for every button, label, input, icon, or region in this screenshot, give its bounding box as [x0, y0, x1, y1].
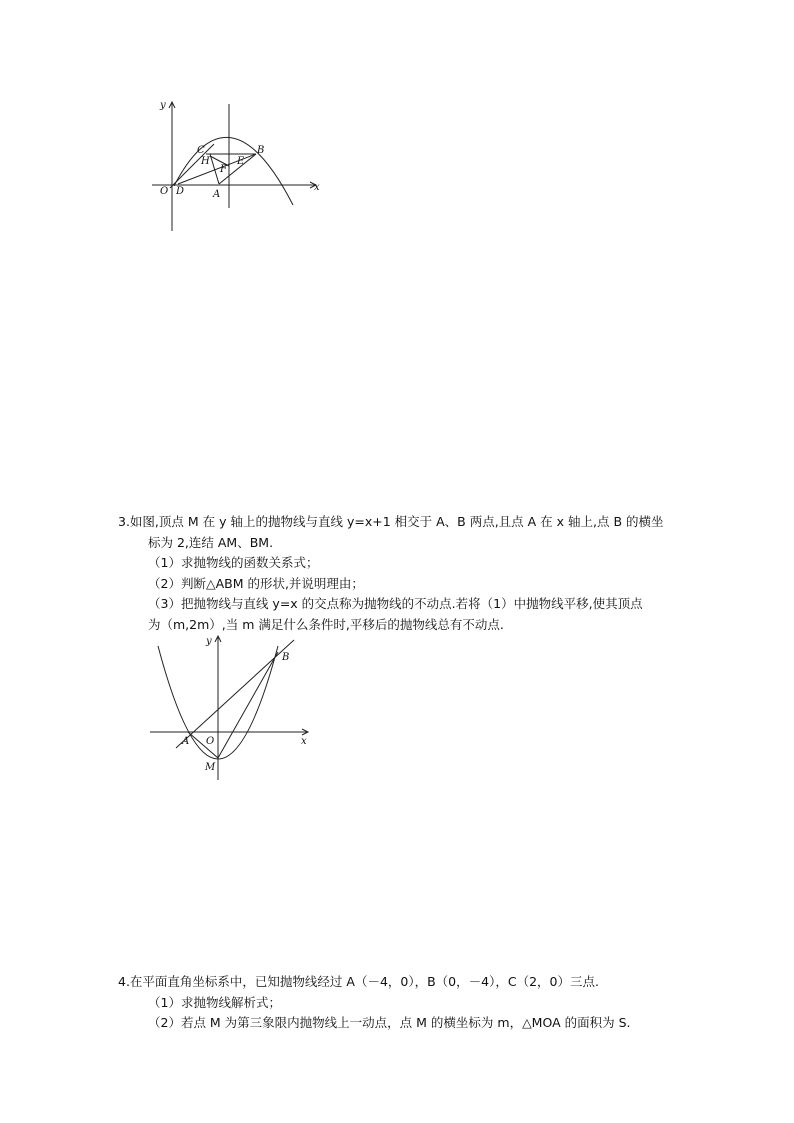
figure-2-parabola-diagram — [148, 632, 312, 782]
problem-4-stem: 4.在平面直角坐标系中，已知抛物线经过 A（－4，0），B（0，－4），C（2，0）三点. — [118, 974, 599, 989]
figure-1-svg — [148, 96, 324, 236]
label-e: E — [237, 156, 245, 167]
problem-3-stem-line-1: 3.如图,顶点 M 在 y 轴上的抛物线与直线 y=x+1 相交于 A、B 两点,且点 A 在 x 轴上,点 B 的横坐 — [118, 514, 664, 529]
problem-4 — [118, 972, 631, 1034]
problem-3-question-3-line-2: 为（m,2m）,当 m 满足什么条件时,平移后的抛物线总有不动点. — [148, 616, 504, 632]
label-m: M — [205, 762, 216, 773]
label-b: B — [282, 652, 290, 663]
problem-3-question-2: （2）判断△ABM 的形状,并说明理由； — [148, 575, 364, 591]
label-f: F — [220, 164, 227, 175]
label-o: O — [206, 736, 215, 747]
problem-3-question-1: （1）求抛物线的函数关系式； — [148, 555, 319, 570]
label-b: B — [257, 145, 265, 156]
problem-4-question-2: （2）若点 M 为第三象限内抛物线上一动点，点 M 的横坐标为 m，△MOA 的面积为 S. — [148, 1015, 631, 1030]
label-a: A — [182, 736, 190, 747]
label-y: y — [160, 100, 166, 111]
problem-3-stem-line-2: 标为 2,连结 AM、BM. — [148, 534, 274, 550]
label-x: x — [301, 736, 307, 747]
segment-bm — [218, 652, 278, 758]
problem-4-question-1: （1）求抛物线解析式； — [148, 994, 281, 1010]
label-y: y — [206, 636, 212, 647]
problem-3 — [118, 512, 664, 635]
problem-3-question-3-line-1: （3）把抛物线与直线 y=x 的交点称为抛物线的不动点.若将（1）中抛物线平移,使其顶点 — [148, 596, 643, 611]
figure-1-parabola-diagram — [148, 96, 324, 236]
parabola-curve — [174, 137, 293, 205]
label-h: H — [201, 156, 210, 167]
label-o: O — [160, 186, 169, 197]
label-a: A — [213, 189, 221, 200]
figure-2-svg — [148, 632, 312, 782]
label-c: C — [197, 145, 205, 156]
label-d: D — [176, 186, 185, 197]
label-x: x — [314, 182, 320, 193]
